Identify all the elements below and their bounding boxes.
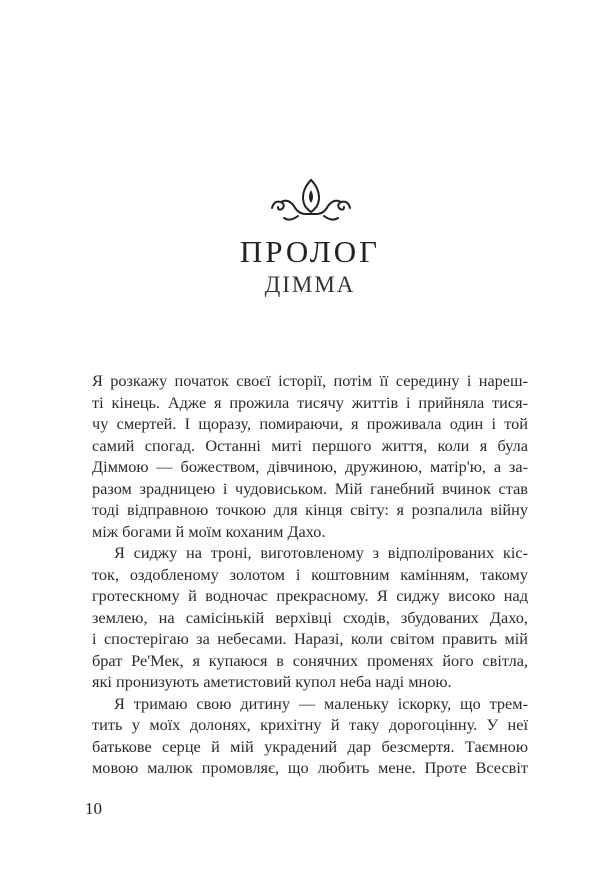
paragraph (92, 542, 528, 693)
text-line: які пронизують аметистовий купол неба наді мною. (92, 672, 452, 691)
text-line: ті кінець. Адже я прожила тисячу життів і прийняла тися- (92, 392, 528, 412)
text-line: і спостерігаю за небесами. Наразі, коли світом править мій (92, 629, 528, 648)
text-line: тоді відправною точкою для кінця світу: я розпалила війну (92, 500, 528, 519)
text-line: мовою малюк промовляє, що любить мене. Проте Всесвіт (92, 758, 528, 777)
text-line: брат Ре'Мек, я купаюся в сонячних променях його світла, (92, 650, 528, 670)
text-line: ток, оздобленому золотом і коштовним камінням, такому (92, 564, 528, 584)
text-line: тить у моїх долонях, крихітну й таку дорогоцінну. У неї (92, 715, 528, 734)
flourish-ornament-icon (270, 178, 352, 228)
text-line: чу смертей. І щоразу, помираючи, я проживала один і той (92, 414, 528, 433)
text-line: Я сиджу на троні, виготовленому з відполірованих кіс- (114, 543, 528, 562)
text-line: землею, на самісінькій верхівці сходів, збудованих Дахо, (92, 607, 528, 627)
text-line: Я тримаю свою дитину — маленьку іскорку, що трем- (114, 693, 528, 713)
text-line: разом зрадницею і чудовиськом. Мій ганебний вчинок став (92, 478, 528, 498)
text-line: самий спогад. Останні миті першого життя, коли я була (92, 435, 528, 455)
body-text (92, 370, 528, 779)
paragraph (92, 693, 528, 779)
text-line: Діммою — божеством, дівчиною, дружиною, матір'ю, а за- (92, 457, 528, 476)
text-line: гротескному й водночас прекрасному. Я сиджу високо над (92, 586, 528, 605)
chapter-subtitle: ДІММА (264, 272, 356, 297)
text-line: батькове серце й мій украдений дар безсмертя. Таємною (92, 736, 528, 756)
text-line: Я розкажу початок своєї історії, потім її середину і нареш- (92, 371, 528, 390)
paragraph (92, 370, 528, 542)
page-number: 10 (85, 799, 102, 818)
text-line: між богами й моїм коханим Дахо. (92, 521, 326, 541)
chapter-title: ПРОЛОГ (239, 234, 381, 269)
